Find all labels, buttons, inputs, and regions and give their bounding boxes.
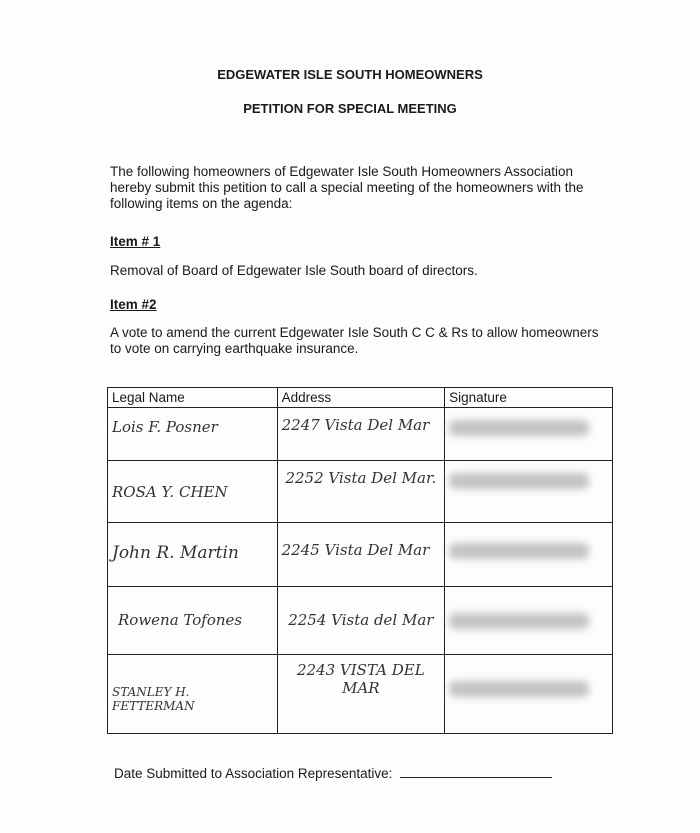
redacted-signature (449, 473, 589, 489)
table-row (108, 655, 613, 734)
redacted-signature (449, 681, 589, 697)
address: 2254 Vista del Mar (277, 587, 444, 655)
org-title: EDGEWATER ISLE SOUTH HOMEOWNERS (217, 67, 483, 82)
header-legal-name: Legal Name (108, 388, 278, 408)
header-address: Address (277, 388, 444, 408)
petition-title: PETITION FOR SPECIAL MEETING (243, 101, 457, 116)
legal-name: ROSA Y. CHEN (108, 461, 278, 523)
address: 2252 Vista Del Mar. (277, 461, 444, 523)
signature-cell (445, 408, 613, 461)
signature-cell (445, 655, 613, 734)
signature-cell (445, 461, 613, 523)
header-signature: Signature (445, 388, 613, 408)
intro-paragraph: The following homeowners of Edgewater Isle South Homeowners Association hereby submit this petition to call a special meeting of the homeowners with the following items on the agenda: (110, 164, 584, 211)
signature-table (107, 387, 613, 734)
legal-name: John R. Martin (108, 523, 278, 587)
signature-cell (445, 587, 613, 655)
redacted-signature (449, 613, 589, 629)
table-row (108, 461, 613, 523)
redacted-signature (449, 420, 589, 436)
redacted-signature (449, 543, 589, 559)
legal-name: STANLEY H. FETTERMAN (108, 655, 278, 734)
item-1-heading: Item # 1 (110, 234, 161, 249)
date-submitted-row (114, 766, 552, 781)
legal-name: Lois F. Posner (108, 408, 278, 461)
address: 2245 Vista Del Mar (277, 523, 444, 587)
item-1-text: Removal of Board of Edgewater Isle South board of directors. (110, 263, 478, 278)
signature-cell (445, 523, 613, 587)
table-row (108, 523, 613, 587)
item-2-text: A vote to amend the current Edgewater Isle South C C & Rs to allow homeowners to vote on carrying earthquake insurance. (110, 325, 599, 356)
date-blank-line[interactable] (400, 767, 552, 778)
table-row (108, 587, 613, 655)
date-label: Date Submitted to Association Representative: (114, 766, 393, 781)
item-2-heading: Item #2 (110, 297, 157, 312)
table-row (108, 408, 613, 461)
address: 2247 Vista Del Mar (277, 408, 444, 461)
legal-name: Rowena Tofones (108, 587, 278, 655)
address: 2243 VISTA DEL MAR (277, 655, 444, 734)
